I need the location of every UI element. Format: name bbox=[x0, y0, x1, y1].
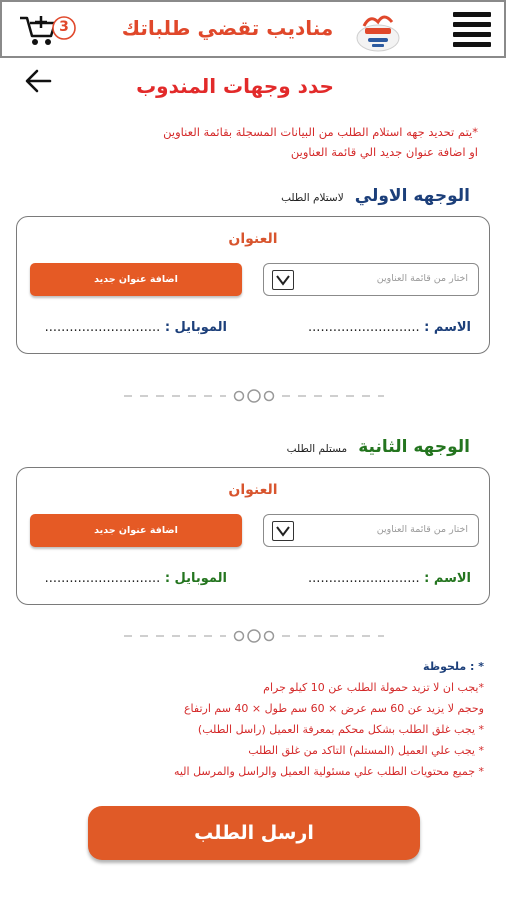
name-value: ........................... bbox=[308, 320, 420, 335]
logo-icon bbox=[354, 8, 402, 54]
address-select[interactable] bbox=[263, 514, 479, 547]
note-item: وحجم لا يزيد عن 60 سم عرض × 60 سم طول × 40 سم ارتفاع bbox=[183, 702, 484, 715]
name-value: ........................... bbox=[308, 571, 420, 586]
mobile-label: الموبايل : bbox=[164, 320, 227, 335]
note-item: * يجب علي العميل (المستلم) التاكد من غلق الطلب bbox=[248, 744, 484, 757]
notes-heading: * : ملحوظة bbox=[423, 660, 484, 673]
destination-2-title bbox=[287, 437, 470, 457]
mobile-label: الموبايل : bbox=[164, 571, 227, 586]
chevron-down-icon bbox=[272, 270, 294, 290]
name-label: الاسم : bbox=[424, 571, 471, 586]
back-arrow-icon bbox=[24, 66, 56, 96]
back-button[interactable] bbox=[24, 66, 56, 96]
name-field bbox=[308, 320, 471, 335]
top-app-bar bbox=[0, 0, 506, 58]
name-field bbox=[308, 571, 471, 586]
destination-1-heading: الوجهه الاولي bbox=[354, 186, 470, 206]
app-title: مناديب تقضي طلباتك bbox=[121, 16, 334, 40]
address-select-placeholder: اختار من قائمة العناوين bbox=[376, 524, 468, 535]
address-select-placeholder: اختار من قائمة العناوين bbox=[376, 273, 468, 284]
chevron-down-icon bbox=[272, 521, 294, 541]
mobile-value: ............................ bbox=[44, 320, 161, 335]
name-label: الاسم : bbox=[424, 320, 471, 335]
address-select[interactable] bbox=[263, 263, 479, 296]
submit-order-button[interactable]: ارسل الطلب bbox=[88, 806, 420, 860]
mobile-field bbox=[45, 571, 227, 586]
intro-note-line-2: او اضافة عنوان جديد الي قائمة العناوين bbox=[290, 145, 478, 159]
note-item: * جميع محتويات الطلب علي مسئولية العميل والراسل والمرسل اليه bbox=[173, 765, 484, 778]
menu-button[interactable] bbox=[450, 12, 494, 50]
section-divider bbox=[0, 626, 506, 646]
destination-1-subtitle: لاستلام الطلب bbox=[281, 192, 344, 204]
mobile-value: ............................ bbox=[44, 571, 161, 586]
intro-note-line-1: يتم تحديد جهه استلام الطلب من البيانات المسجلة بقائمة العناوين bbox=[163, 125, 473, 139]
cart-count-badge: 3 bbox=[59, 19, 69, 35]
cart-button[interactable] bbox=[18, 10, 78, 50]
address-heading: العنوان bbox=[228, 231, 278, 247]
intro-note: *يتم تحديد جهه استلام الطلب من البيانات المسجلة بقائمة العناوين او اضافة عنوان جديد الي قائمة العناوين bbox=[18, 122, 478, 162]
destination-1-card bbox=[16, 216, 490, 354]
destination-2-heading: الوجهه الثانية bbox=[358, 437, 470, 457]
add-address-button[interactable]: اضافة عنوان جديد bbox=[30, 263, 242, 296]
destination-2-card bbox=[16, 467, 490, 605]
destination-1-title bbox=[281, 186, 470, 206]
mobile-field bbox=[45, 320, 227, 335]
address-heading: العنوان bbox=[228, 482, 278, 498]
destination-2-subtitle: مستلم الطلب bbox=[286, 443, 348, 455]
section-divider bbox=[0, 386, 506, 406]
note-item: * يجب غلق الطلب بشكل محكم بمعرفة العميل (راسل الطلب) bbox=[197, 723, 484, 736]
add-address-button[interactable]: اضافة عنوان جديد bbox=[30, 514, 242, 547]
note-item: *يجب ان لا تزيد حمولة الطلب عن 10 كيلو جرام bbox=[263, 681, 484, 694]
menu-icon bbox=[450, 12, 494, 47]
page-title: حدد وجهات المندوب bbox=[136, 74, 334, 98]
notes-section bbox=[14, 656, 484, 782]
app-logo bbox=[354, 8, 402, 54]
